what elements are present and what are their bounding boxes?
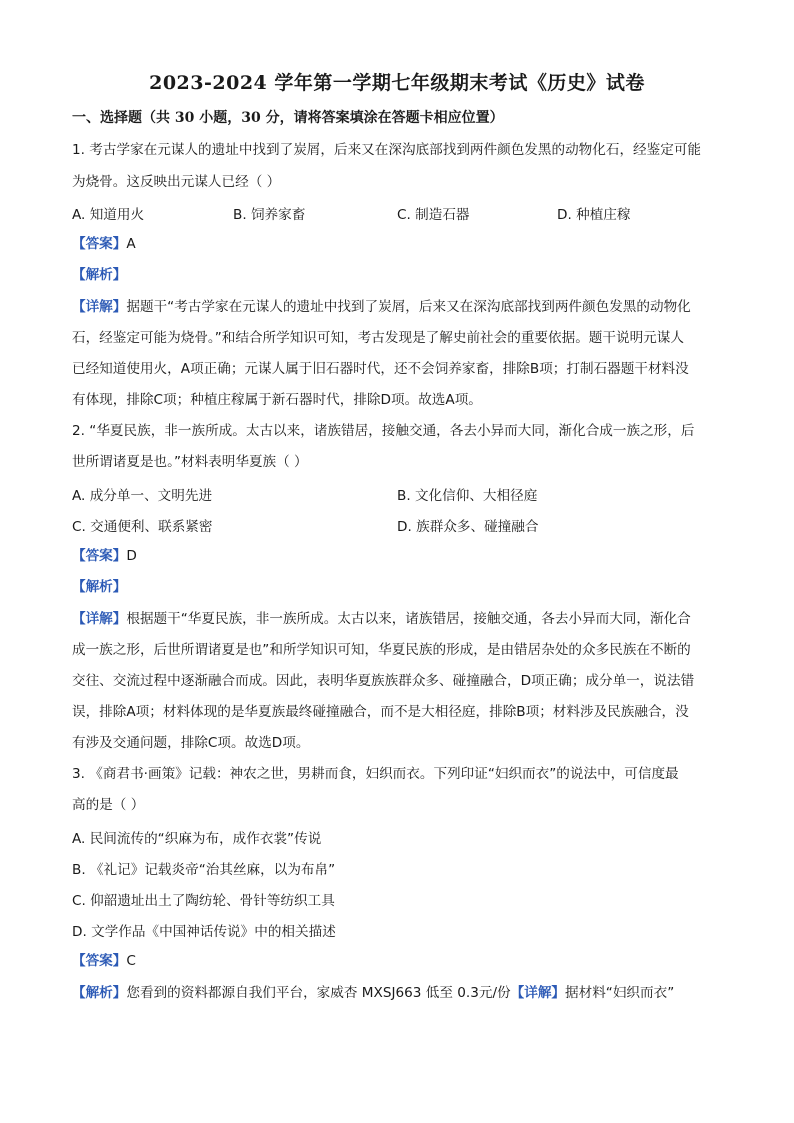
q3-answer — [72, 951, 732, 971]
q2-detail-line-5: 有涉及交通问题，排除C项。故选D项。 — [72, 735, 310, 751]
q2-detail-text-1: 根据题干“华夏民族，非一族所成。太古以来，诸族错居，接触交通，各去小异而大同，渐化合 — [126, 611, 691, 627]
q1-stem-line-1: 1. 考古学家在元谋人的遗址中找到了炭屑，后来又在深沟底部找到两件颜色发黑的动物化石，经鉴定可能 — [72, 142, 702, 158]
q2-answer-value: D — [126, 548, 137, 564]
q1-option-b: B. 饲养家畜 — [233, 207, 306, 223]
q1-detail-line-4: 有体现，排除C项；种植庄稼属于新石器时代，排除D项。故选A项。 — [72, 392, 482, 408]
q2-stem-line-1: 2. “华夏民族，非一族所成。太古以来，诸族错居，接触交通，各去小异而大同，渐化合成一族之形，后 — [72, 423, 695, 439]
q3-option-c: C. 仰韶遗址出土了陶纺轮、骨针等纺织工具 — [72, 893, 335, 909]
q2-answer — [72, 546, 732, 566]
page-title: 2023-2024 学年第一学期七年级期末考试《历史》试卷 — [149, 72, 645, 94]
platform-notice: 您看到的资料都源自我们平台，家威杏 MXSJ663 低至 0.3元/份 — [126, 985, 511, 1001]
q1-analysis-label — [72, 265, 732, 285]
q1-option-d: D. 种植庄稼 — [557, 207, 631, 223]
q1-detail-line-2: 石，经鉴定可能为烧骨。”和结合所学知识可知，考古发现是了解史前社会的重要依据。题干说明元谋人 — [72, 330, 684, 346]
q3-stem-line-1: 3. 《商君书·画策》记载：神农之世，男耕而食，妇织而衣。下列印证“妇织而衣”的说法中，可信度最 — [72, 766, 679, 782]
q1-option-a: A. 知道用火 — [72, 207, 145, 223]
q3-option-a: A. 民间流传的“织麻为布，成作衣裳”传说 — [72, 831, 322, 847]
q2-stem-line-2: 世所谓诸夏是也。”材料表明华夏族（ ） — [72, 454, 308, 470]
q1-detail-line-1 — [72, 297, 732, 317]
q1-detail-text-1: 据题干“考古学家在元谋人的遗址中找到了炭屑，后来又在深沟底部找到两件颜色发黑的动物化 — [126, 299, 691, 315]
q2-detail-line-3: 交往、交流过程中逐渐融合而成。因此，表明华夏族族群众多、碰撞融合，D项正确；成分单一，说法错 — [72, 673, 695, 689]
q1-answer-value: A — [126, 236, 136, 252]
detail-label: 【详解】 — [510, 985, 566, 1001]
q2-option-d: D. 族群众多、碰撞融合 — [397, 519, 539, 535]
answer-label: 【答案】 — [72, 236, 127, 252]
q2-option-b: B. 文化信仰、大相径庭 — [397, 488, 538, 504]
q1-stem-line-2: 为烧骨。这反映出元谋人已经（ ） — [72, 174, 281, 190]
analysis-label: 【解析】 — [72, 985, 127, 1001]
detail-label: 【详解】 — [72, 611, 127, 627]
analysis-label: 【解析】 — [72, 579, 127, 595]
q2-detail-line-2: 成一族之形，后世所谓诸夏是也”和所学知识可知，华夏民族的形成，是由错居杂处的众多民族在不断的 — [72, 642, 691, 658]
q3-answer-value: C — [126, 953, 136, 969]
q3-stem-line-2: 高的是（ ） — [72, 797, 145, 813]
answer-label: 【答案】 — [72, 953, 127, 969]
q2-analysis-label — [72, 577, 732, 597]
q1-detail-line-3: 已经知道使用火，A项正确；元谋人属于旧石器时代，还不会饲养家畜，排除B项；打制石器题干材料没 — [72, 361, 689, 377]
q3-option-d: D. 文学作品《中国神话传说》中的相关描述 — [72, 924, 336, 940]
q2-detail-line-4: 误，排除A项；材料体现的是华夏族最终碰撞融合，而不是大相径庭，排除B项；材料涉及民族融合，没 — [72, 704, 689, 720]
q1-option-c: C. 制造石器 — [397, 207, 470, 223]
analysis-label: 【解析】 — [72, 267, 127, 283]
q2-option-c: C. 交通便利、联系紧密 — [72, 519, 213, 535]
section-header: 一、选择题（共 30 小题，30 分，请将答案填涂在答题卡相应位置） — [72, 110, 504, 126]
q3-option-b: B. 《礼记》记载炎帝“治其丝麻，以为布帛” — [72, 862, 336, 878]
q3-detail-text-1: 据材料“妇织而衣” — [565, 985, 675, 1001]
q3-analysis-line — [72, 983, 732, 1003]
detail-label: 【详解】 — [72, 299, 127, 315]
q2-detail-line-1 — [72, 609, 732, 629]
answer-label: 【答案】 — [72, 548, 127, 564]
q2-option-a: A. 成分单一、文明先进 — [72, 488, 213, 504]
q1-answer — [72, 234, 732, 254]
